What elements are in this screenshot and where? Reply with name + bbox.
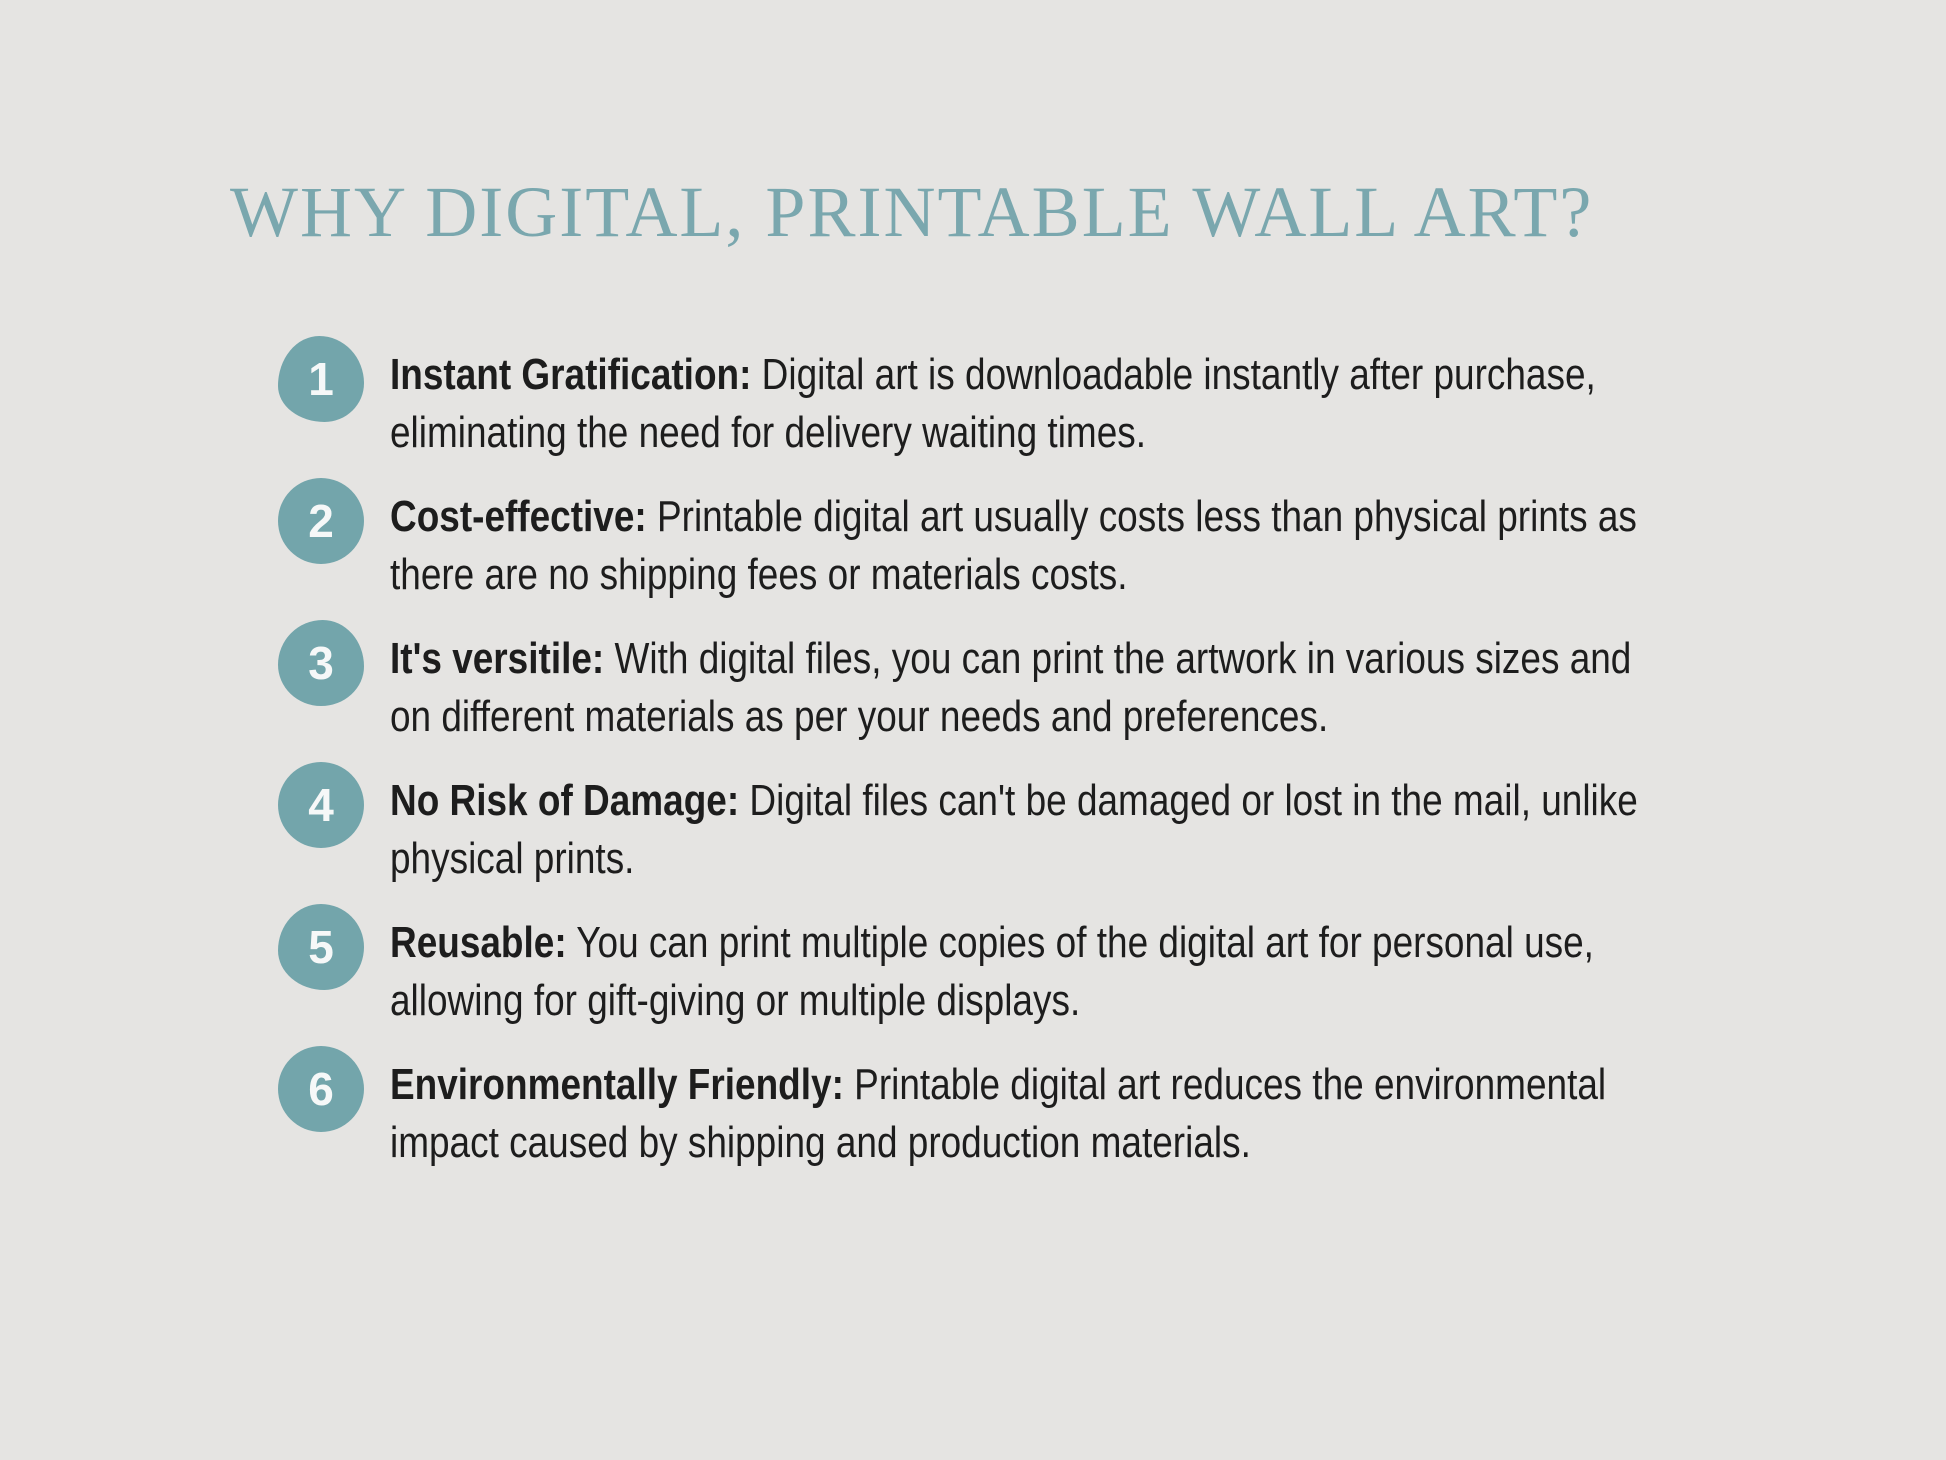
item-label: No Risk of Damage: xyxy=(390,776,740,825)
item-label: Reusable: xyxy=(390,918,567,967)
item-label: Cost-effective: xyxy=(390,492,647,541)
item-content xyxy=(390,346,1675,462)
item-content xyxy=(390,772,1675,888)
page-title: WHY DIGITAL, PRINTABLE WALL ART? xyxy=(230,172,1594,252)
list-item xyxy=(278,346,1946,462)
item-description: With digital files, you can print the artwork in various sizes and on different materials as per your needs and preferences. xyxy=(390,634,1632,741)
list-item xyxy=(278,1056,1946,1172)
item-content xyxy=(390,914,1675,1030)
list-item xyxy=(278,488,1946,604)
item-description: Printable digital art reduces the environmental impact caused by shipping and production materials. xyxy=(390,1060,1607,1167)
item-content xyxy=(390,630,1675,746)
item-description: You can print multiple copies of the digital art for personal use, allowing for gift-giving or multiple displays. xyxy=(390,918,1594,1025)
number-badge: 2 xyxy=(278,478,364,564)
number-badge: 1 xyxy=(278,336,364,422)
item-label: It's versitile: xyxy=(390,634,605,683)
item-description: Digital files can't be damaged or lost in the mail, unlike physical prints. xyxy=(390,776,1638,883)
item-content xyxy=(390,1056,1675,1172)
list-item xyxy=(278,772,1946,888)
benefits-list xyxy=(278,346,1946,1172)
number-badge: 4 xyxy=(278,762,364,848)
number-badge: 6 xyxy=(278,1046,364,1132)
number-badge: 5 xyxy=(278,904,364,990)
item-content xyxy=(390,488,1675,604)
item-label: Environmentally Friendly: xyxy=(390,1060,844,1109)
item-description: Printable digital art usually costs less than physical prints as there are no shipping fees or materials costs. xyxy=(390,492,1637,599)
number-badge: 3 xyxy=(278,620,364,706)
list-item xyxy=(278,914,1946,1030)
list-item xyxy=(278,630,1946,746)
item-label: Instant Gratification: xyxy=(390,350,752,399)
item-description: Digital art is downloadable instantly after purchase, eliminating the need for delivery waiting times. xyxy=(390,350,1596,457)
